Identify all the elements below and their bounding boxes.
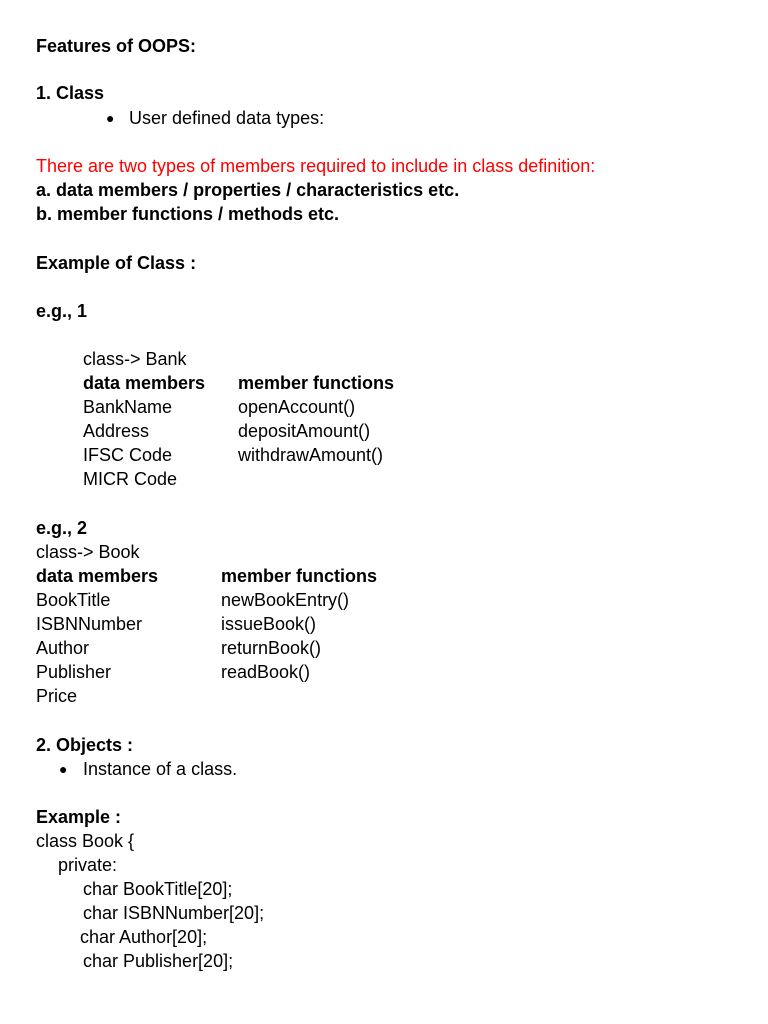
member-b: b. member functions / methods etc. bbox=[36, 204, 340, 224]
eg1-data-member: IFSC Code bbox=[83, 445, 173, 465]
doc-title: Features of OOPS: bbox=[36, 36, 197, 56]
eg1-label: e.g., 1 bbox=[36, 301, 88, 321]
eg2-member-function: returnBook() bbox=[221, 638, 322, 658]
example-heading: Example of Class : bbox=[36, 253, 197, 273]
code-line: char Author[20]; bbox=[80, 927, 208, 947]
class-bullet-text: User defined data types: bbox=[129, 108, 325, 128]
code-line: char Publisher[20]; bbox=[83, 951, 234, 971]
example2-heading: Example : bbox=[36, 807, 122, 827]
class-heading: 1. Class bbox=[36, 83, 105, 103]
eg2-class-line: class-> Book bbox=[36, 542, 140, 562]
eg2-data-member: ISBNNumber bbox=[36, 614, 143, 634]
eg1-col2-header: member functions bbox=[238, 373, 395, 393]
eg2-data-member: Author bbox=[36, 638, 90, 658]
eg2-label: e.g., 2 bbox=[36, 518, 88, 538]
eg2-data-member: Price bbox=[36, 686, 78, 706]
eg2-col2-header: member functions bbox=[221, 566, 378, 586]
eg2-data-member: BookTitle bbox=[36, 590, 111, 610]
eg2-member-function: issueBook() bbox=[221, 614, 317, 634]
member-a: a. data members / properties / characteristics etc. bbox=[36, 180, 460, 200]
code-line: char BookTitle[20]; bbox=[83, 879, 233, 899]
bullet-icon: ● bbox=[59, 761, 68, 777]
eg2-member-function: newBookEntry() bbox=[221, 590, 350, 610]
eg1-member-function: depositAmount() bbox=[238, 421, 371, 441]
code-line: private: bbox=[58, 855, 118, 875]
eg1-col1-header: data members bbox=[83, 373, 206, 393]
code-line: char ISBNNumber[20]; bbox=[83, 903, 265, 923]
eg1-member-function: withdrawAmount() bbox=[238, 445, 384, 465]
eg1-data-member: BankName bbox=[83, 397, 173, 417]
objects-bullet-text: Instance of a class. bbox=[83, 759, 238, 779]
eg1-data-member: MICR Code bbox=[83, 469, 178, 489]
eg2-col1-header: data members bbox=[36, 566, 159, 586]
bullet-icon: ● bbox=[106, 110, 115, 126]
eg2-data-member: Publisher bbox=[36, 662, 112, 682]
eg1-data-member: Address bbox=[83, 421, 150, 441]
code-line: class Book { bbox=[36, 831, 135, 851]
members-note: There are two types of members required to include in class definition: bbox=[36, 156, 596, 176]
eg1-class-line: class-> Bank bbox=[83, 349, 187, 369]
objects-heading: 2. Objects : bbox=[36, 735, 134, 755]
eg2-member-function: readBook() bbox=[221, 662, 311, 682]
eg1-member-function: openAccount() bbox=[238, 397, 356, 417]
